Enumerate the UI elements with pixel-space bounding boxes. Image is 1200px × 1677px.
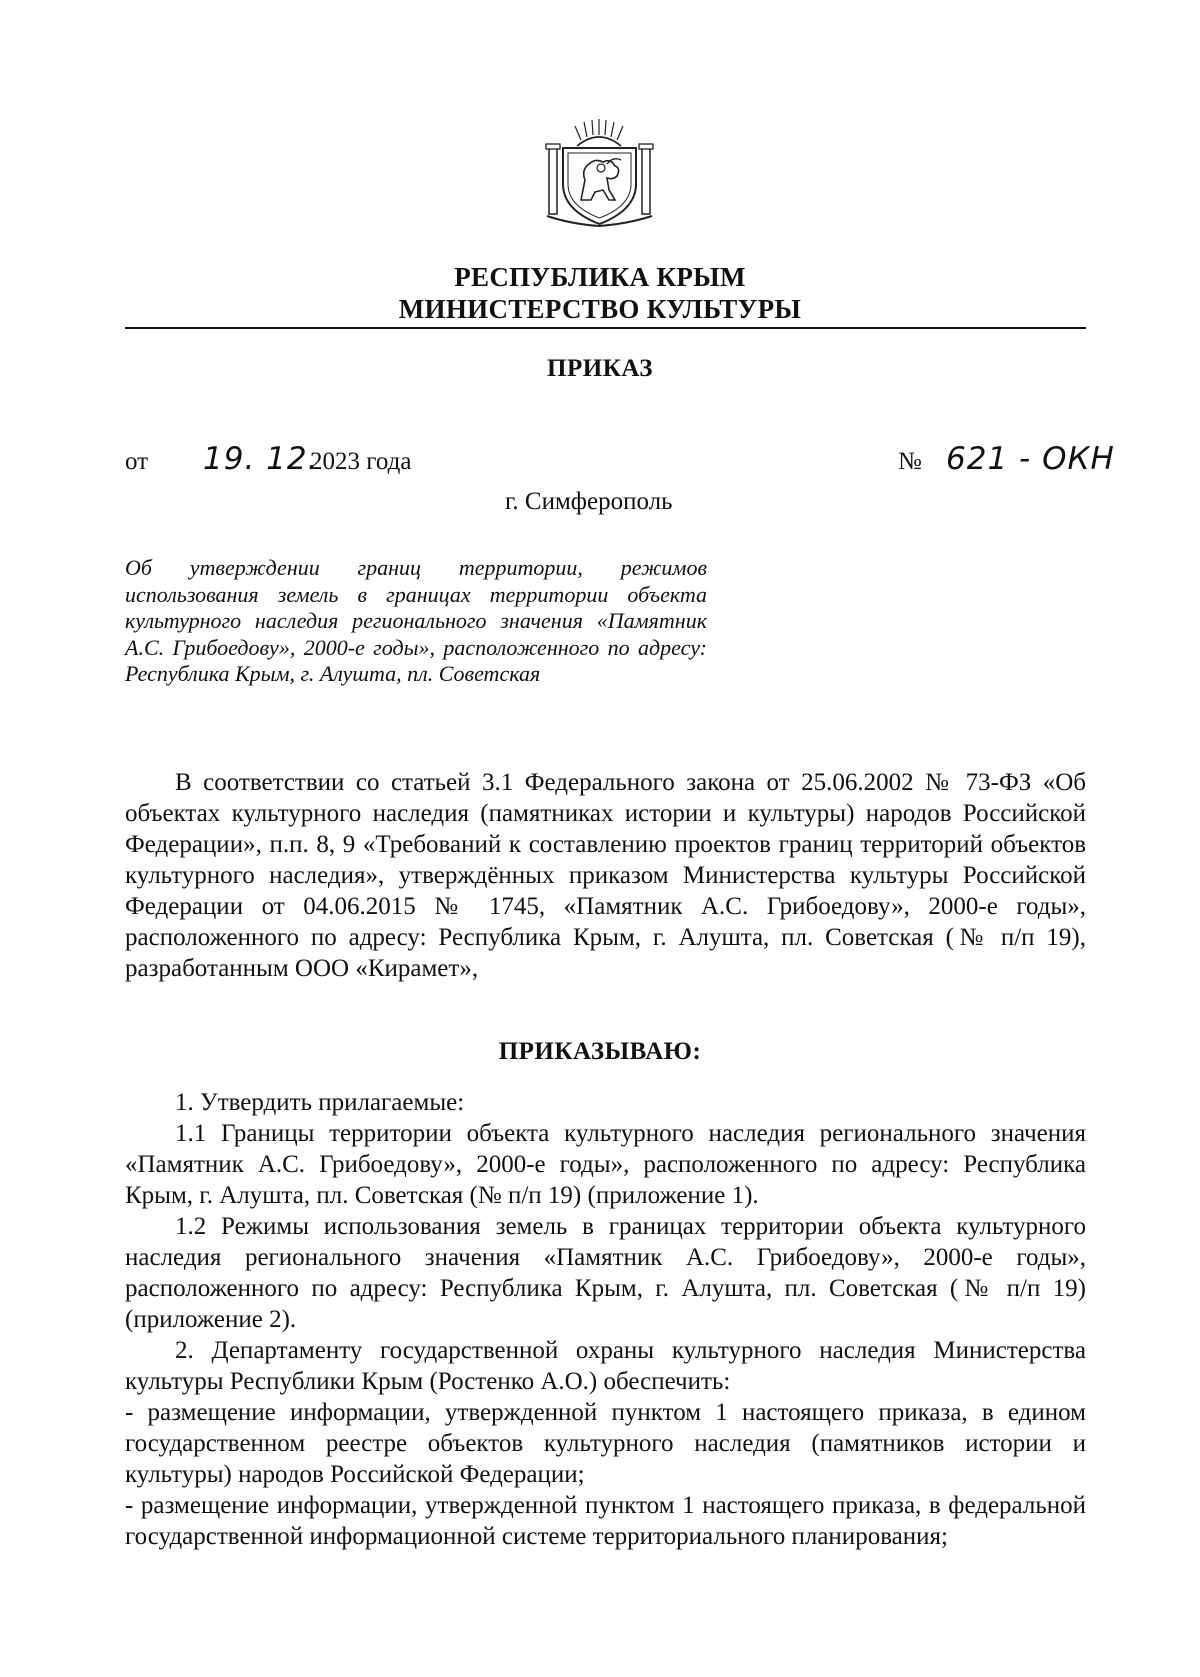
number-sign: №	[898, 448, 922, 475]
handwritten-date: 19. 12.	[203, 441, 319, 477]
city: г. Симферополь	[505, 488, 673, 515]
order-heading: ПРИКАЗЫВАЮ:	[498, 1038, 702, 1065]
item-1-1: 1.1 Границы территории объекта культурного наследия регионального значения «Памятник А.С. Грибоедову», 2000-е годы», расположенного по адресу: Республика Крым, г. Алушта, пл. Советская (№ п/п 19) (приложение 1).	[125, 1120, 1086, 1209]
item-2-bullet-b: - размещение информации, утвержденной пунктом 1 настоящего приказа, в федеральной государственной информационной системе территориального планирования;	[125, 1492, 1086, 1550]
organization-line-2: МИНИСТЕРСТВО КУЛЬТУРЫ	[398, 294, 802, 324]
handwritten-number: 621 - ОКН	[946, 441, 1115, 477]
crimea-coat-of-arms-icon	[541, 118, 658, 230]
date-prefix: от	[125, 448, 149, 475]
date-year: 2023 года	[310, 448, 412, 475]
item-1: 1. Утвердить прилагаемые:	[175, 1089, 465, 1116]
preamble-paragraph: В соответствии со статьей 3.1 Федерального закона от 25.06.2002 № 73-ФЗ «Об объектах культурного наследия (памятниках истории и культуры) народов Российской Федерации», п.п. 8, 9 «Требований к составлению проектов границ территорий объектов культурного наследия», утверждённых приказом Министерства культуры Российской Федерации от 04.06.2015 № 1745, «Памятник А.С. Грибоедову», 2000-е годы», расположенного по адресу: Республика Крым, г. Алушта, пл. Советская (№ п/п 19), разработанным ООО «Кирамет»,	[125, 769, 1086, 982]
order-subject: Об утверждении границ территории, режимов использования земель в границах территории объекта культурного наследия регионального значения «Памятник А.С. Грибоедову», 2000-е годы», расположенного по адресу: Республика Крым, г. Алушта, пл. Советская	[125, 555, 707, 686]
order-items	[125, 1087, 1086, 1552]
item-1-2: 1.2 Режимы использования земель в границах территории объекта культурного наследия регионального значения «Памятник А.С. Грибоедову», 2000-е годы», расположенного по адресу: Республика Крым, г. Алушта, пл. Советская (№ п/п 19) (приложение 2).	[125, 1213, 1086, 1333]
header-divider	[125, 327, 1086, 329]
item-2: 2. Департаменту государственной охраны культурного наследия Министерства культуры Республики Крым (Ростенко А.О.) обеспечить:	[125, 1337, 1086, 1395]
item-2-bullet-a: - размещение информации, утвержденной пунктом 1 настоящего приказа, в едином государственном реестре объектов культурного наследия (памятников истории и культуры) народов Российской Федерации;	[125, 1399, 1086, 1488]
document-type: ПРИКАЗ	[547, 355, 653, 382]
organization-line-1: РЕСПУБЛИКА КРЫМ	[454, 262, 746, 292]
